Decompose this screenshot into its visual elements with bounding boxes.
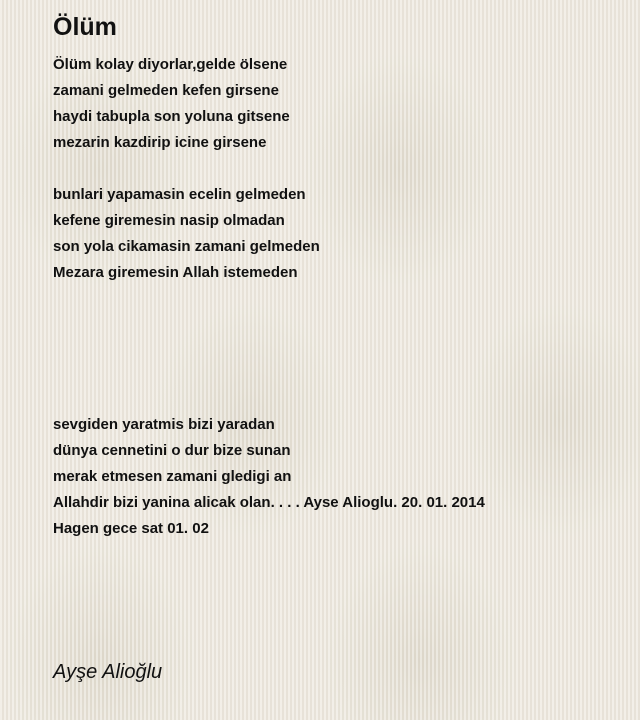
- poem-body: [53, 52, 623, 542]
- poem-line: haydi tabupla son yoluna gitsene: [53, 108, 290, 125]
- poem-line: kefene giremesin nasip olmadan: [53, 212, 285, 229]
- poem-line: dünya cennetini o dur bize sunan: [53, 442, 291, 459]
- poem-line: Ölüm kolay diyorlar,gelde ölsene: [53, 56, 288, 73]
- poem-line: sevgiden yaratmis bizi yaradan: [53, 416, 275, 433]
- stanza-1: [53, 52, 623, 156]
- poem-line: son yola cikamasin zamani gelmeden: [53, 238, 320, 255]
- poem-line: zamani gelmeden kefen girsene: [53, 82, 279, 99]
- stanza-2: [53, 182, 623, 286]
- poem-author: Ayşe Alioğlu: [53, 661, 163, 683]
- poem-line: Mezara giremesin Allah istemeden: [53, 264, 298, 281]
- poem-title: Ölüm: [53, 13, 117, 41]
- stanza-gap: [53, 156, 623, 182]
- poem-line: Hagen gece sat 01. 02: [53, 520, 209, 537]
- stanza-gap: [53, 286, 623, 412]
- poem-line: Allahdir bizi yanina alicak olan. . . . Ayse Alioglu. 20. 01. 2014: [53, 494, 485, 511]
- poem-line: bunlari yapamasin ecelin gelmeden: [53, 186, 306, 203]
- stanza-3: [53, 412, 623, 542]
- poem-line: merak etmesen zamani gledigi an: [53, 468, 292, 485]
- poem-line: mezarin kazdirip icine girsene: [53, 134, 267, 151]
